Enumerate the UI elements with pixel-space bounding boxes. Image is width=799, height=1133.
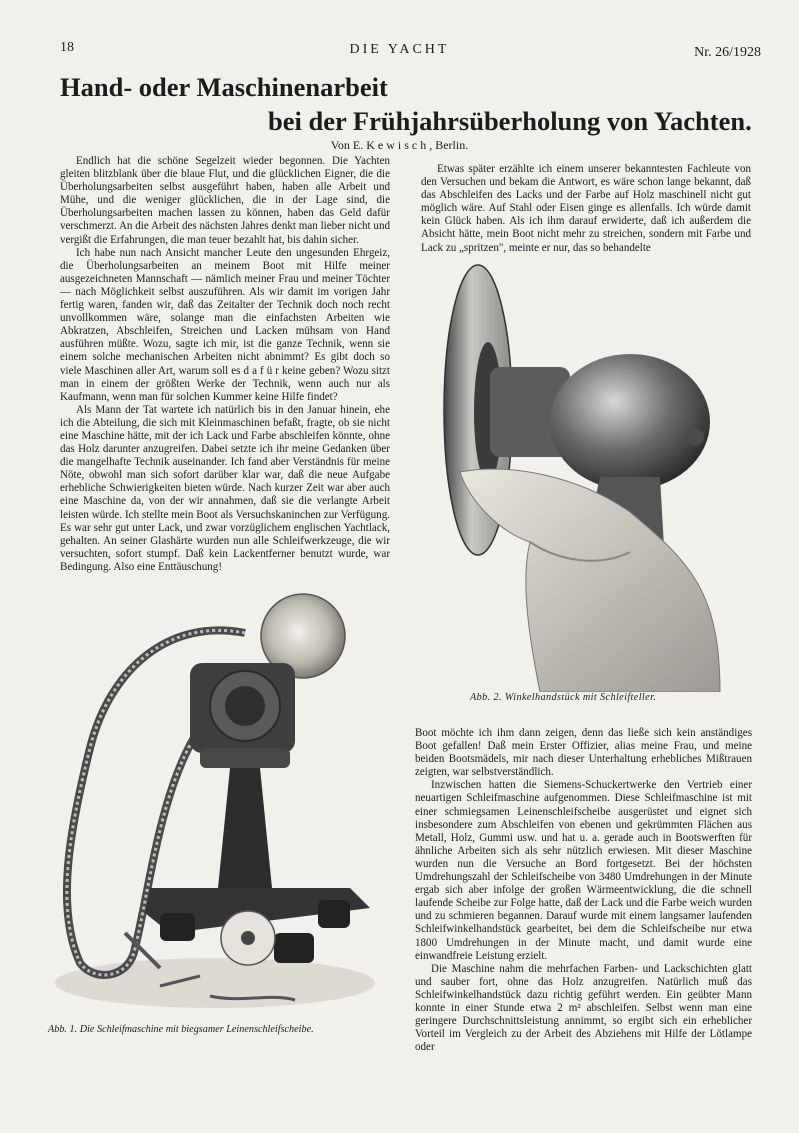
paragraph: Etwas später erzählte ich einem unserer bekanntesten Fachleute von den Versuchen und bekam die Antwort, es wäre schon lange bekannt, daß das Abschleifen des Lacks und der Farbe auf Holz maschinell nicht gut möglich wäre. Auf Stahl oder Eisen ginge es allenfalls. Ich würde damit kein Glück haben. Als ich ihm darauf erwiderte, daß ich außerdem die Absicht hätte, mein Boot nicht mehr zu streichen, sondern mit Farbe und Lack zu „spritzen", meinte er nur, das so behandelte	[421, 163, 751, 254]
paragraph: Boot möchte ich ihm dann zeigen, denn das ließe sich kein anständiges Boot gefallen! Daß mein Erster Offizier, alias meine Frau, und meine beiden Bootsmädels, mir nach dieser Unterhaltung erhebliches Mißtrauen zeigten, war selbstverständlich.	[415, 727, 752, 779]
right-column-top-text	[421, 163, 751, 255]
page-number: 18	[60, 40, 74, 55]
paragraph: Die Maschine nahm die mehrfachen Farben- und Lackschichten glatt und sauber fort, ohne das Holz anzugreifen. Natürlich muß das Schleifwinkelhandstück dazu richtig geführt werden. Ein geübter Mann konnte in einer Stunde etwa 2 m² abschleifen. Selbst wenn man eine geringere Durchschnittsleistung annimmt, so ergibt sich ein erheblicher Vorteil im Vergleich zu der Arbeit des Abziehens mit Hilfe der Lötlampe oder	[415, 962, 752, 1054]
article-title-line1: Hand- oder Maschinenarbeit	[60, 72, 388, 102]
byline: Von E. K e w i s c h , Berlin.	[330, 138, 469, 152]
paragraph: Inzwischen hatten die Siemens-Schuckertwerke den Vertrieb einer neuartigen Schleifmaschine aufgenommen. Diese Schleifmaschine ist mit einer schmiegsamen Leinenschleifscheibe ausgerüstet und eignet sich insbesondere zum Abschleifen von ebenen und gekrümmten Flächen aus Metall, Holz, Gummi usw. und hat u. a. gerade auch in Bootswerften für ähnliche Arbeiten sich als sehr nützlich erwiesen. Mit dieser Maschine wurden nun die Versuche an Bord fortgesetzt. Bei der höchsten Umdrehungszahl der Schleifscheibe von 3480 Umdrehungen in der Minute ergab sich aber infolge der großen Wärmeentwicklung, die die schnell laufende Scheibe zur Folge hatte, daß der Lack und die Farbe weich wurden und zu schmieren begannen. Darauf wurde mit einem langsamer laufenden Schleifwinkelhandstück gearbeitet, bei dem die Schleifscheibe nur etwa 1800 Umdrehungen in der Minute macht, und damit wurde eine einwandfreie Leistung erzielt.	[415, 779, 752, 962]
left-column-text	[60, 155, 390, 574]
running-title: DIE YACHT	[349, 42, 450, 57]
figure-grinding-machine	[50, 588, 385, 1013]
paragraph: Ich habe nun nach Ansicht mancher Leute den ungesunden Ehrgeiz, die Überholungsarbeiten an meinem Boot mit Hilfe meiner ausgezeichneten Mannschaft — nämlich meiner Frau und meiner Töchter — nach Möglichkeit selbst auszuführen. Als wir damit im vorigen Jahr fertig waren, fanden wir, daß das Zeitalter der Technik doch noch recht unvollkommen wäre, solange man die einfachsten Arbeiten wie Abkratzen, Abschleifen, Streichen und Lacken mühsam von Hand ausführen müßte. Wozu, sagte ich mir, ist die ganze Technik, wenn sie einem solche mechanischen Arbeiten nicht abnimmt? Es gibt doch so viele Maschinen aller Art, warum soll es d a f ü r keine geben? Wozu sitzt man in einem der größten Werke der Technik, wenn auch nur als Kaufmann, wenn man für solchen Kummer keine Hilfe findet?	[60, 246, 390, 403]
paragraph: Endlich hat die schöne Segelzeit wieder begonnen. Die Yachten gleiten blitzblank über die blaue Flut, und die glücklichen Eigner, die die Überholungsarbeiten selbst ausgeführt haben, haben alle Arbeit und Mühe, und die weniger glücklichen, die in der Lage sind, die Überholungsarbeiten machen lassen zu können, haben das Geld dafür verschmerzt. An die Arbeit des nächsten Jahres denkt man lieber nicht und vergißt die Erfahrungen, die man teuer bezahlt hat, bis dahin sicher.	[60, 155, 390, 246]
right-column-bottom-text	[415, 727, 752, 1054]
article-title-line2: bei der Frühjahrsüberholung von Yachten.	[268, 106, 752, 136]
paragraph: Als Mann der Tat wartete ich natürlich bis in den Januar hinein, ehe ich die Abteilung, die sich mit Kleinmaschinen befaßt, fragte, ob sie nicht eine Maschine hätte, mit der ich Lack und Farbe abschleifen könnte, ohne das Holz darunter anzugreifen. Dabei setzte ich ihr meine Gedanken über die mangelhafte Technik auseinander. Ich fand aber Verständnis für meine Nöte, obwohl man sich sofort darüber klar war, daß die neue Aufgabe erhebliche Schwierigkeiten bieten würde. Nach kurzer Zeit war aber auch eine Maschine da, von der wir annahmen, daß sie die verlangte Arbeit leisten würde. Ich stellte mein Boot als Versuchskaninchen zur Verfügung. Es war sehr gut unter Lack, und zwar vorzüglichem englischen Yachtlack, gehalten. An seiner Glashärte wurden nun alle Schleifwerkzeuge, die wir versuchten, sofort stumpf. Daß kein Lackentferner benutzt wurde, war Bedingung. Also eine Enttäuschung!	[60, 403, 390, 573]
issue-number: Nr. 26/1928	[694, 45, 761, 60]
figure-angle-handpiece	[430, 262, 730, 692]
figure-1-caption: Abb. 1. Die Schleifmaschine mit biegsamer Leinenschleifscheibe.	[48, 1024, 314, 1035]
figure-2-caption: Abb. 2. Winkelhandstück mit Schleifteller.	[470, 692, 657, 703]
